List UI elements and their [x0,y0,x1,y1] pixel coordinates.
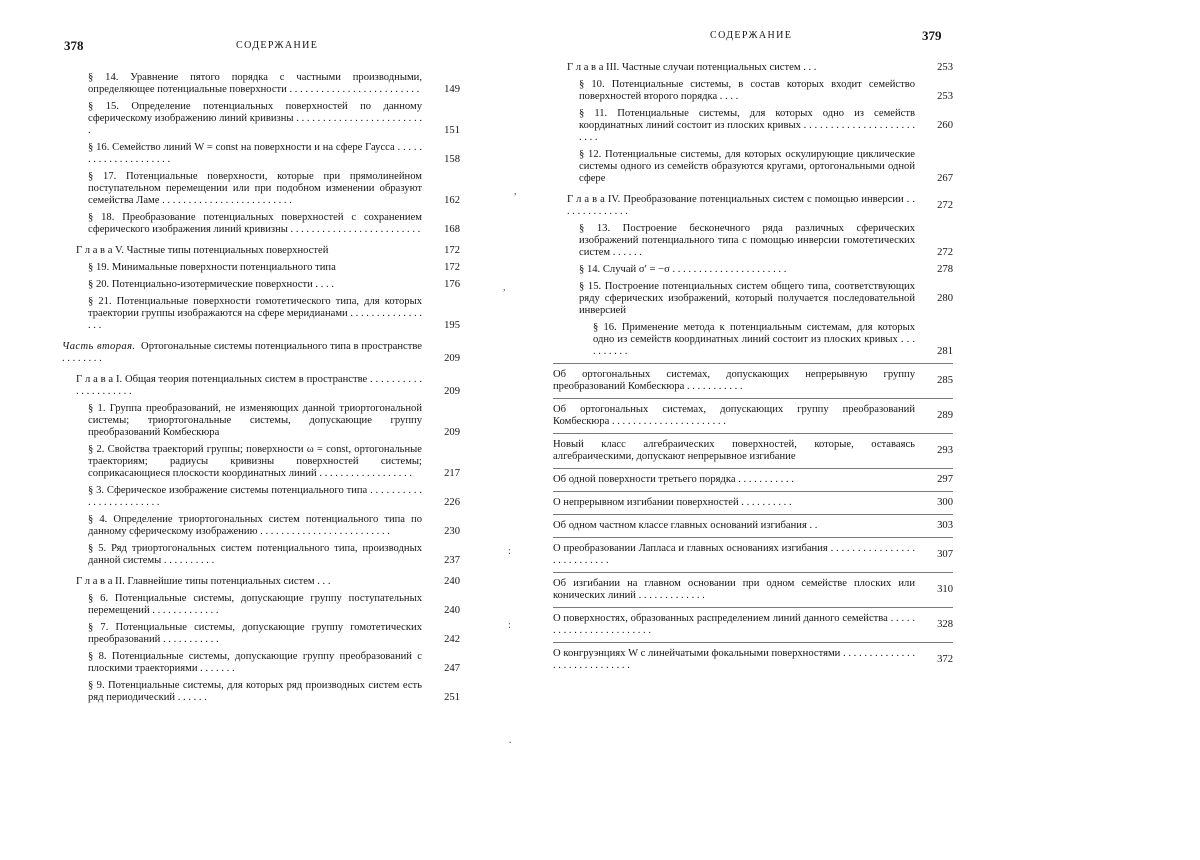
section-divider [553,537,953,538]
toc-entry-text: § 6. Потенциальные системы, допускающие группу поступательных перемещений . . . . . . . . . . . . . [88,593,422,616]
toc-entry-text: § 21. Потенциальные поверхности гомотетического типа, для которых траектории группы изображаются на сфере меридианами . . . . . . . . . . . . . . . . . [88,296,422,331]
right-toc-column [553,62,953,677]
toc-entry-page: 195 [444,320,460,331]
toc-entry-text: § 16. Семейство линий W = const на поверхности и на сфере Гаусса . . . . . . . . . . . . . . . . . . . . . [88,142,422,165]
toc-entry-text: Об одной поверхности третьего порядка . . . . . . . . . . . [553,474,794,485]
toc-entry-text: О конгруэнциях W с линейчатыми фокальными поверхностями . . . . . . . . . . . . . . . . . . . . . . . . . . . . . [553,648,915,671]
toc-entry-page: 176 [444,279,460,290]
toc-article-entry [553,648,953,672]
toc-entry-text: О преобразовании Лапласа и главных основаниях изгибания . . . . . . . . . . . . . . . . . . . . . . . . . . . [553,543,915,566]
section-divider [553,491,953,492]
toc-entry [88,651,460,675]
toc-entry-page: 149 [444,84,460,95]
toc-article-entry [553,543,953,567]
toc-entry-page: 310 [937,584,953,595]
toc-chapter-heading [567,194,953,218]
toc-entry [88,593,460,617]
toc-entry-text: § 17. Потенциальные поверхности, которые при прямолинейном поступательном перемещении или при подобном изменении образуют семейства Ламе . . . . . . . . . . . . . . . . . . . . . . . . . [88,171,422,206]
toc-entry-page: 209 [444,353,460,364]
toc-entry-page: 209 [444,427,460,438]
toc-entry [88,171,460,207]
toc-entry-text: Г л а в а V. Частные типы потенциальных поверхностей [76,245,329,256]
toc-entry-page: 328 [937,619,953,630]
toc-entry-text: О поверхностях, образованных распределением линий данного семейства . . . . . . . . . . . . . . . . . . . . . . . . [553,613,915,636]
toc-entry-text: § 1. Группа преобразований, не изменяющих данной триортогональной системы; триортогональные системы, допускающие группу преобразований Комбескюра [88,403,422,438]
scan-speck: . [509,735,512,746]
section-divider [553,607,953,608]
toc-entry [88,212,460,236]
toc-entry-text: § 3. Сферическое изображение системы потенциального типа . . . . . . . . . . . . . . . . . . . . . . . . [88,485,422,508]
toc-entry-page: 307 [937,549,953,560]
toc-entry-page: 158 [444,154,460,165]
toc-entry-text: Об ортогональных системах, допускающих группу преобразований Комбескюра . . . . . . . . . . . . . . . . . . . . . . [553,404,915,427]
toc-article-entry [553,439,953,463]
toc-entry-page: 297 [937,474,953,485]
section-divider [553,572,953,573]
toc-entry-text: Новый класс алгебраических поверхностей, которые, оставаясь алгебраическими, допускают непрерывное изгибание [553,439,915,462]
toc-entry-text: § 5. Ряд триортогональных систем потенциального типа, производных данной системы . . . . . . . . . . [88,543,422,566]
toc-entry-text: § 18. Преобразование потенциальных поверхностей с сохранением сферического изображения линий кривизны . . . . . . . . . . . . . . . . . . . . . . . . . [88,212,422,235]
toc-entry-page: 237 [444,555,460,566]
toc-entry-page: 253 [937,91,953,102]
toc-entry-page: 253 [937,62,953,73]
toc-entry-text: § 20. Потенциально-изотермические поверхности . . . . [88,279,334,290]
toc-entry [593,322,953,358]
toc-entry-page: 285 [937,375,953,386]
toc-entry-text: § 14. Случай σ′ = −σ . . . . . . . . . . . . . . . . . . . . . . [579,264,787,275]
toc-entry-text: Об ортогональных системах, допускающих непрерывную группу преобразований Комбескюра . . . . . . . . . . . [553,369,915,392]
toc-entry-text: § 11. Потенциальные системы, для которых одно из семейств координатных линий состоит из плоских кривых . . . . . . . . . . . . . . . . . . . . . . . . . [579,108,915,143]
toc-entry [88,262,460,274]
toc-entry-page: 272 [937,200,953,211]
toc-entry-text: О непрерывном изгибании поверхностей . . . . . . . . . . [553,497,792,508]
section-divider [553,363,953,364]
toc-entry [88,622,460,646]
toc-entry [88,279,460,291]
toc-entry-page: 293 [937,445,953,456]
section-divider [553,468,953,469]
toc-entry-text: Об изгибании на главном основании при одном семействе плоских или конических линий . . . . . . . . . . . . . [553,578,915,601]
toc-entry-text: § 15. Построение потенциальных систем общего типа, соответствующих ряду сферических изображений, который получается последовательной инверсией [579,281,915,316]
section-divider [553,514,953,515]
toc-entry-page: 172 [444,262,460,273]
toc-entry [88,485,460,509]
toc-entry [88,101,460,137]
toc-article-entry [553,578,953,602]
toc-entry-page: 240 [444,576,460,587]
toc-entry-text: § 9. Потенциальные системы, для которых ряд производных систем есть ряд периодический . . . . . . [88,680,422,703]
right-page-number: 379 [922,28,942,43]
toc-entry-text: Г л а в а II. Главнейшие типы потенциальных систем . . . [76,576,331,587]
toc-entry-page: 247 [444,663,460,674]
toc-entry-page: 230 [444,526,460,537]
toc-entry-text: Ортогональные системы потенциального типа в пространстве . . . . . . . . [62,341,422,364]
toc-entry-page: 272 [937,247,953,258]
toc-entry-page: 242 [444,634,460,645]
toc-part-heading [62,341,460,365]
toc-entry [579,149,953,185]
toc-article-entry [553,520,953,532]
toc-entry [579,223,953,259]
toc-entry [579,79,953,103]
toc-entry-text: § 2. Свойства траекторий группы; поверхности ω = const, ортогональные траекториям; радиусы кривизны поверхностей системы; соприкасающиеся плоскости координатных линий . . . . . . . . . . . . . . . . . . [88,444,422,479]
left-running-head: СОДЕРЖАНИЕ [236,40,319,51]
toc-entry-page: 303 [937,520,953,531]
toc-entry [88,543,460,567]
toc-entry-page: 226 [444,497,460,508]
toc-entry-page: 217 [444,468,460,479]
toc-entry-page: 300 [937,497,953,508]
toc-entry-text: § 13. Построение бесконечного ряда различных сферических изображений потенциального типа с помощью инверсии гомотетических систем . . . . . . [579,223,915,258]
toc-entry [88,680,460,704]
toc-entry-page: 280 [937,293,953,304]
section-divider [553,433,953,434]
toc-entry-page: 240 [444,605,460,616]
toc-entry-text: § 15. Определение потенциальных поверхностей по данному сферическому изображению линий кривизны . . . . . . . . . . . . . . . . . . . . . . . . . [88,101,422,136]
toc-entry-text: Г л а в а III. Частные случаи потенциальных систем . . . [567,62,817,73]
scan-speck: : [508,620,511,631]
toc-entry-page: 209 [444,386,460,397]
toc-entry-text: § 7. Потенциальные системы, допускающие группу гомотетических преобразований . . . . . . . . . . . [88,622,422,645]
toc-entry-page: 278 [937,264,953,275]
toc-entry-text: § 12. Потенциальные системы, для которых оскулирующие циклические системы одного из семейств образуются кругами, ортогональными одной сфере [579,149,915,184]
toc-entry [579,264,953,276]
toc-article-entry [553,474,953,486]
toc-entry-text: Г л а в а I. Общая теория потенциальных систем в пространстве . . . . . . . . . . . . . . . . . . . . . [76,374,422,397]
toc-entry-text: § 10. Потенциальные системы, в состав которых входит семейство поверхностей второго порядка . . . . [579,79,915,102]
toc-entry-text: § 16. Применение метода к потенциальным системам, для которых одно из семейств координатных линий состоит из плоских кривых . . . . . . . . . . [593,322,915,357]
toc-entry-text: Об одном частном классе главных оснований изгибания . . [553,520,818,531]
toc-entry-page: 151 [444,125,460,136]
toc-article-entry [553,404,953,428]
left-toc-column [62,72,460,709]
part-label: Часть вторая. [62,341,136,352]
toc-entry-text: Г л а в а IV. Преобразование потенциальных систем с помощью инверсии . . . . . . . . . . . . . . [567,194,915,217]
toc-entry [88,72,460,96]
toc-entry-page: 172 [444,245,460,256]
toc-entry-page: 251 [444,692,460,703]
right-running-head: СОДЕРЖАНИЕ [710,30,793,41]
scan-speck: , [503,282,506,293]
section-divider [553,398,953,399]
toc-entry-text: § 8. Потенциальные системы, допускающие группу преобразований с плоскими траекториями . . . . . . . [88,651,422,674]
toc-entry-page: 260 [937,120,953,131]
left-page-number: 378 [64,38,84,53]
toc-article-entry [553,497,953,509]
toc-chapter-heading [76,245,460,257]
toc-entry [88,296,460,332]
toc-entry-text: § 4. Определение триортогональных систем потенциального типа по данному сферическому изображению . . . . . . . . . . . . . . . . . . . . . . . . . [88,514,422,537]
toc-entry-page: 289 [937,410,953,421]
toc-article-entry [553,613,953,637]
toc-entry-page: 267 [937,173,953,184]
scan-speck: , [514,186,517,197]
toc-entry [88,142,460,166]
toc-entry-text: § 14. Уравнение пятого порядка с частными производными, определяющее потенциальные поверхности . . . . . . . . . . . . . . . . . . . . . . . . . [88,72,422,95]
toc-entry-page: 372 [937,654,953,665]
toc-entry [88,403,460,439]
toc-article-entry [553,369,953,393]
toc-entry-text: § 19. Минимальные поверхности потенциального типа [88,262,336,273]
toc-entry [88,444,460,480]
toc-entry [88,514,460,538]
toc-entry-page: 281 [937,346,953,357]
section-divider [553,642,953,643]
toc-chapter-heading [567,62,953,74]
toc-entry-page: 162 [444,195,460,206]
toc-entry [579,281,953,317]
toc-chapter-heading [76,576,460,588]
toc-entry-page: 168 [444,224,460,235]
toc-entry [579,108,953,144]
scan-speck: : [508,546,511,557]
toc-chapter-heading [76,374,460,398]
